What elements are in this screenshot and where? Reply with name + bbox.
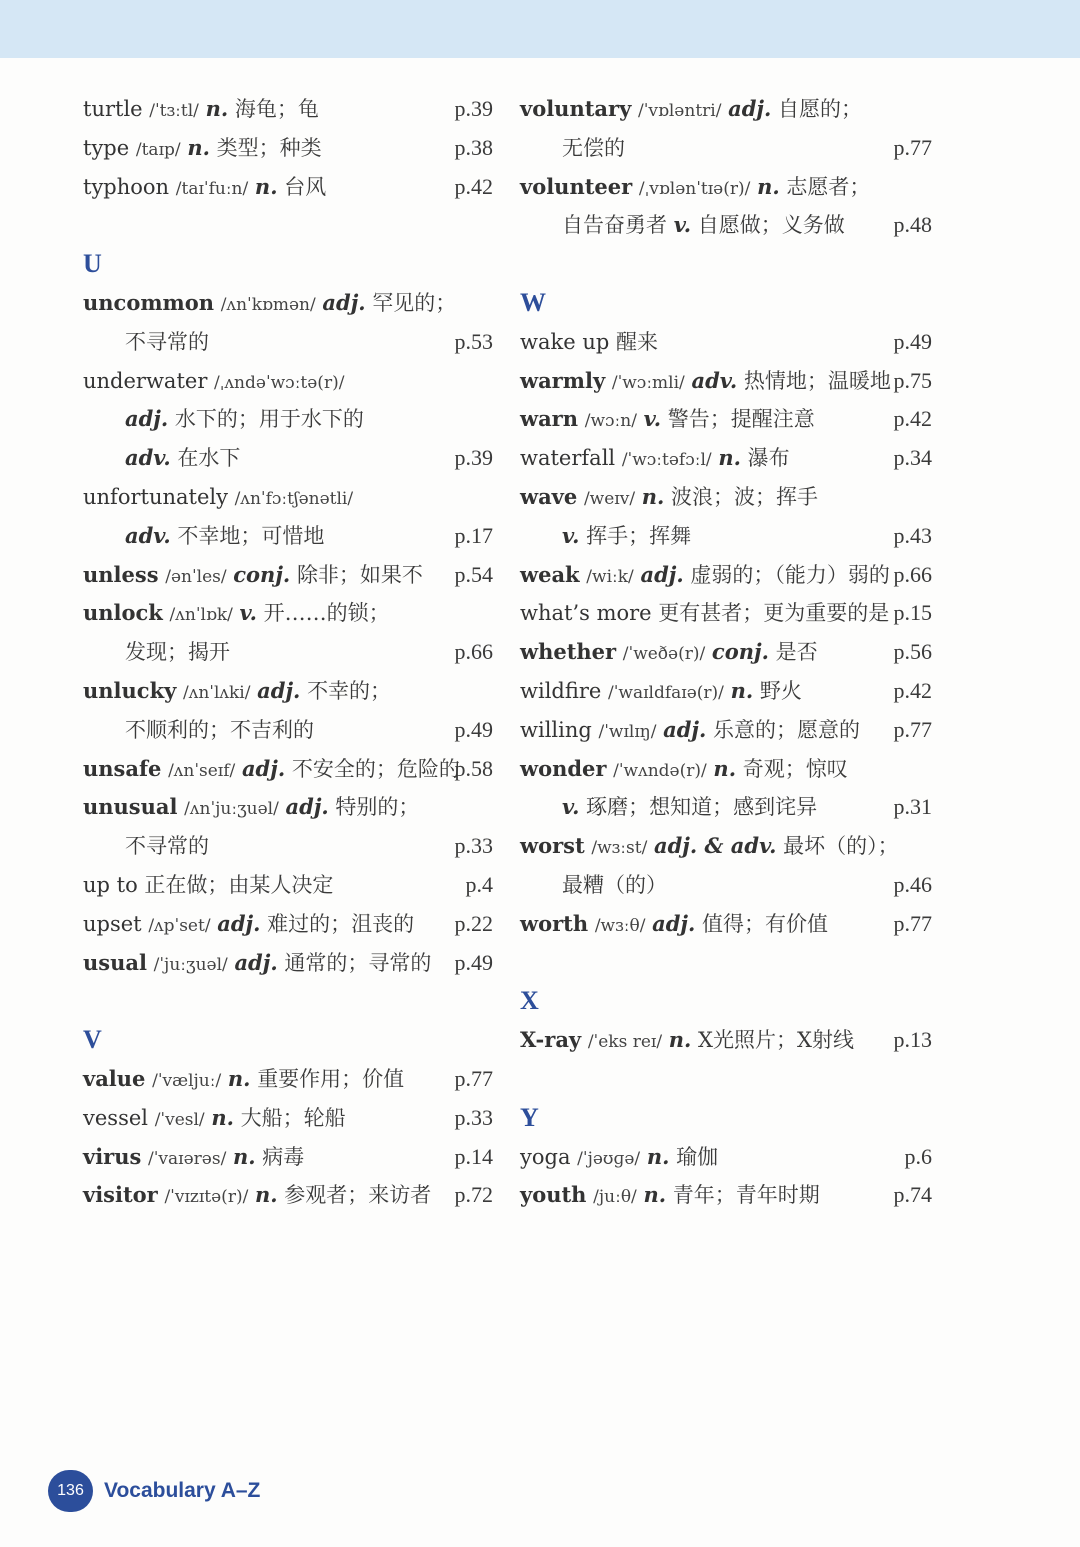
phonetic: /ˈvaɪərəs/ (148, 1148, 227, 1169)
definition: X光照片；X射线 (698, 1028, 854, 1053)
page-reference: p.66 (893, 561, 932, 587)
page-reference: p.13 (893, 1027, 932, 1053)
definition: 不幸的； (307, 678, 392, 703)
definition: 不顺利的；不吉利的 (125, 717, 314, 742)
part-of-speech: adv. (691, 367, 738, 393)
definition: 大船；轮船 (240, 1105, 346, 1130)
entry-continuation (83, 517, 493, 556)
phonetic: /ʌnˈseɪf/ (168, 760, 236, 781)
headword: volunteer (520, 173, 633, 199)
page-reference: p.38 (454, 134, 493, 160)
phonetic: /taɪp/ (135, 139, 181, 160)
definition: 罕见的； (372, 290, 457, 315)
vocab-entry (520, 672, 932, 711)
headword: what’s more (520, 601, 652, 626)
entry-continuation (520, 788, 932, 827)
headword: yoga (520, 1144, 571, 1169)
page-reference: p.49 (893, 328, 932, 354)
part-of-speech: adj. (285, 794, 329, 820)
phonetic: /ˈeks reɪ/ (587, 1032, 663, 1053)
page-reference: p.33 (454, 833, 493, 859)
headword: up to (83, 872, 138, 897)
vocab-entry (83, 556, 493, 595)
headword: uncommon (83, 289, 215, 315)
vocab-entry (520, 594, 932, 633)
section-gap (83, 206, 493, 245)
section-gap (520, 944, 932, 983)
entry-continuation (520, 866, 932, 905)
page-reference: p.53 (454, 328, 493, 354)
part-of-speech: adj. (257, 677, 301, 703)
part-of-speech: n. (187, 134, 210, 160)
page-reference: p.49 (454, 949, 493, 975)
definition: 志愿者； (786, 174, 871, 199)
part-of-speech: n. (646, 1143, 670, 1169)
headword: wildfire (520, 678, 602, 703)
definition: 醒来 (615, 329, 658, 354)
page-reference: p.43 (893, 522, 932, 548)
section-letter-heading: W (520, 287, 546, 317)
vocab-entry (520, 633, 932, 672)
page-reference: p.54 (454, 561, 493, 587)
phonetic: /ˈtɜːtl/ (149, 101, 199, 121)
headword: unusual (83, 794, 178, 820)
vocab-entry (83, 284, 493, 323)
page-reference: p.6 (904, 1143, 932, 1169)
definition: 瑜伽 (676, 1144, 719, 1169)
phonetic: /ʌnˈjuːʒuəl/ (184, 799, 279, 820)
definition: 挥手；挥舞 (586, 523, 692, 548)
entry-continuation (83, 827, 493, 866)
vocab-entry (520, 1176, 932, 1215)
definition: 不寻常的 (125, 329, 209, 354)
entry-continuation (83, 633, 493, 672)
headword: virus (83, 1143, 142, 1169)
headword: underwater (83, 368, 208, 393)
definition: 病毒 (262, 1144, 305, 1169)
definition: 台风 (284, 174, 327, 199)
part-of-speech: adj. (125, 406, 169, 432)
vocab-entry (520, 711, 932, 750)
headword: usual (83, 949, 147, 975)
part-of-speech: n. (757, 173, 780, 199)
definition: 自告奋勇者 (562, 213, 667, 238)
page-reference: p.15 (893, 600, 932, 626)
vocab-entry (83, 672, 493, 711)
headword: visitor (83, 1182, 158, 1208)
definition: 更有甚者；更为重要的是 (658, 601, 890, 626)
vocab-entry (83, 1099, 493, 1138)
vocab-entry (520, 168, 932, 207)
page-reference: p.4 (465, 871, 493, 897)
top-color-band (0, 0, 1080, 58)
phonetic: /ənˈles/ (165, 566, 227, 587)
vocab-entry (520, 400, 932, 439)
part-of-speech: conj. (711, 639, 769, 665)
definition: 瀑布 (747, 446, 790, 471)
phonetic: /taɪˈfuːn/ (175, 178, 249, 199)
definition: 不幸地；可惜地 (177, 523, 325, 548)
part-of-speech: adj. (322, 289, 366, 315)
page-reference: p.34 (893, 445, 932, 471)
vocab-entry (83, 362, 493, 401)
vocab-entry (83, 866, 493, 905)
section-gap (520, 1060, 932, 1099)
definition: 琢磨；想知道；感到诧异 (586, 795, 818, 820)
phonetic: /ˈwɔːtəfɔːl/ (621, 450, 712, 471)
definition: 自愿做；义务做 (697, 213, 845, 238)
headword: unless (83, 561, 159, 587)
part-of-speech: adj. (234, 949, 278, 975)
vocab-entry (520, 439, 932, 478)
vocab-entry (520, 90, 932, 129)
phonetic: /ˈvesl/ (154, 1109, 205, 1130)
headword: vessel (83, 1105, 148, 1130)
phonetic: /ˌvɒlənˈtɪə(r)/ (638, 178, 751, 199)
part-of-speech: n. (211, 1104, 234, 1130)
vocab-entry (83, 1138, 493, 1177)
definition: 波浪；波；挥手 (671, 484, 819, 509)
definition: 开……的锁； (263, 601, 390, 626)
headword: waterfall (520, 446, 616, 471)
headword: X-ray (520, 1027, 582, 1053)
phonetic: /ʌpˈset/ (148, 915, 211, 936)
entry-continuation (520, 206, 932, 245)
page-reference: p.66 (454, 639, 493, 665)
entry-continuation (83, 323, 493, 362)
section-gap (83, 982, 493, 1021)
headword: worth (520, 910, 589, 936)
entry-continuation (83, 711, 493, 750)
phonetic: /ʌnˈfɔːtʃənətli/ (234, 488, 354, 509)
definition: 乐意的；愿意的 (713, 717, 861, 742)
footer-title: Vocabulary A–Z (104, 1479, 261, 1502)
part-of-speech: n. (233, 1143, 256, 1169)
phonetic: /ˈwaɪldfaɪə(r)/ (608, 682, 724, 703)
phonetic: /wɔːn/ (584, 411, 637, 432)
phonetic: /ʌnˈlʌki/ (183, 682, 251, 703)
page-reference: p.77 (893, 910, 932, 936)
page-reference: p.49 (454, 716, 493, 742)
vocab-entry (520, 1021, 932, 1060)
part-of-speech: adv. (125, 445, 171, 471)
definition: 警告；提醒注意 (667, 407, 815, 432)
part-of-speech: adj. (217, 910, 261, 936)
headword: youth (520, 1182, 587, 1208)
headword: value (83, 1065, 146, 1091)
part-of-speech: adj. (652, 910, 696, 936)
phonetic: /ˈvɪzɪtə(r)/ (164, 1187, 249, 1208)
definition: 热情地；温暖地 (743, 368, 891, 393)
part-of-speech: n. (255, 1182, 278, 1208)
part-of-speech: adj. (663, 716, 707, 742)
page-reference: p.56 (893, 639, 932, 665)
page-reference: p.33 (454, 1104, 493, 1130)
phonetic: /ˈweðə(r)/ (622, 644, 706, 665)
section-gap (520, 245, 932, 284)
page-reference: p.77 (893, 134, 932, 160)
headword: weak (520, 561, 580, 587)
headword: type (83, 135, 130, 160)
part-of-speech: adj. & adv. (654, 833, 777, 859)
part-of-speech: n. (730, 677, 754, 703)
part-of-speech: adj. (728, 96, 772, 121)
right-column (520, 90, 932, 1215)
definition: 最糟（的） (562, 872, 667, 897)
phonetic: /wɜːst/ (591, 838, 648, 859)
entry-continuation (520, 129, 932, 168)
page-number-badge: 136 (48, 1470, 93, 1512)
page-reference: p.22 (454, 910, 493, 936)
page-reference: p.75 (893, 367, 932, 393)
page-reference: p.48 (893, 212, 932, 238)
headword: warmly (520, 367, 606, 393)
headword: typhoon (83, 174, 170, 199)
part-of-speech: v. (562, 522, 580, 548)
part-of-speech: n. (641, 483, 665, 509)
vocab-entry (520, 827, 932, 866)
section-letter-heading: X (520, 986, 539, 1016)
vocab-entry (520, 362, 932, 401)
headword: unsafe (83, 755, 162, 781)
definition: 青年；青年时期 (672, 1183, 820, 1208)
definition: 是否 (775, 640, 818, 665)
definition: 奇观；惊叹 (742, 756, 848, 781)
page-reference: p.39 (454, 96, 493, 121)
definition: 在水下 (177, 446, 241, 471)
vocab-entry (83, 594, 493, 633)
vocab-entry (520, 750, 932, 789)
part-of-speech: v. (673, 212, 692, 238)
page-reference: p.58 (454, 755, 493, 781)
page-reference: p.42 (893, 677, 932, 703)
definition: 不安全的；危险的 (291, 756, 460, 781)
definition: 除非；如果不 (296, 562, 423, 587)
phonetic: /weɪv/ (583, 488, 636, 509)
definition: 最坏（的）； (783, 834, 899, 859)
part-of-speech: n. (718, 445, 741, 471)
vocab-entry (83, 1176, 493, 1215)
vocab-entry (520, 1138, 932, 1177)
phonetic: /ˈwʌndə(r)/ (613, 760, 707, 781)
phonetic: /ˈvæljuː/ (152, 1070, 222, 1091)
vocab-entry (83, 905, 493, 944)
page-reference: p.77 (893, 716, 932, 742)
headword: worst (520, 833, 585, 859)
headword: wake up (520, 329, 610, 354)
phonetic: /ˈjuːʒuəl/ (153, 954, 228, 975)
definition: 难过的；沮丧的 (267, 911, 415, 936)
definition: 类型；种类 (216, 135, 322, 160)
vocab-entry (83, 788, 493, 827)
page-footer (48, 1469, 260, 1513)
vocab-entry (520, 556, 932, 595)
phonetic: /wiːk/ (586, 566, 634, 587)
headword: turtle (83, 97, 143, 121)
vocab-entry (83, 90, 493, 129)
part-of-speech: v. (562, 794, 580, 820)
part-of-speech: v. (239, 600, 257, 626)
part-of-speech: n. (254, 173, 278, 199)
page-reference: p.46 (893, 871, 932, 897)
headword: wave (520, 483, 578, 509)
phonetic: /wɜːθ/ (594, 915, 646, 936)
part-of-speech: n. (713, 755, 737, 781)
phonetic: /ˌʌndəˈwɔːtə(r)/ (214, 372, 345, 393)
definition: 通常的；寻常的 (284, 950, 432, 975)
vocab-entry (520, 478, 932, 517)
definition: 重要作用；价值 (257, 1066, 405, 1091)
page-reference: p.14 (454, 1143, 493, 1169)
vocab-entry (83, 129, 493, 168)
page-reference: p.42 (893, 406, 932, 432)
definition: 发现；揭开 (125, 640, 230, 665)
headword: unfortunately (83, 484, 228, 509)
part-of-speech: adj. (241, 755, 286, 781)
definition: 虚弱的；（能力）弱的 (690, 562, 890, 587)
part-of-speech: n. (227, 1065, 251, 1091)
phonetic: /ʌnˈlɒk/ (169, 605, 233, 626)
section-letter-heading: U (83, 249, 102, 279)
page-reference: p.77 (454, 1065, 493, 1091)
definition: 值得；有价值 (702, 911, 829, 936)
headword: unlock (83, 600, 163, 626)
page-reference: p.39 (454, 445, 493, 471)
part-of-speech: n. (205, 96, 229, 121)
entry-continuation (83, 400, 493, 439)
phonetic: /ˈjəʊɡə/ (577, 1148, 641, 1169)
phonetic: /ˈvɒləntri/ (637, 101, 722, 121)
vocab-entry (83, 478, 493, 517)
definition: 参观者；来访者 (284, 1183, 432, 1208)
page-reference: p.17 (454, 522, 493, 548)
section-letter-heading: V (83, 1025, 102, 1055)
definition: 水下的；用于水下的 (174, 407, 364, 432)
left-column (83, 90, 493, 1215)
definition: 特别的； (335, 795, 420, 820)
section-letter-heading: Y (520, 1102, 539, 1132)
page-reference: p.42 (454, 173, 493, 199)
phonetic: /ʌnˈkɒmən/ (220, 294, 316, 315)
headword: voluntary (520, 96, 632, 121)
headword: warn (520, 406, 579, 432)
definition: 正在做；由某人决定 (144, 872, 334, 897)
entry-continuation (520, 517, 932, 556)
phonetic: /ˈwɪlɪŋ/ (598, 721, 657, 742)
page-reference: p.72 (454, 1182, 493, 1208)
page-reference: p.31 (893, 794, 932, 820)
part-of-speech: v. (643, 406, 662, 432)
headword: unlucky (83, 677, 177, 703)
part-of-speech: n. (643, 1182, 667, 1208)
part-of-speech: conj. (233, 561, 291, 587)
headword: wonder (520, 755, 607, 781)
headword: willing (520, 717, 592, 742)
vocab-entry (83, 168, 493, 207)
phonetic: /ˈwɔːmli/ (611, 372, 685, 393)
part-of-speech: adj. (640, 561, 684, 587)
vocab-entry (83, 1060, 493, 1099)
part-of-speech: adv. (125, 522, 171, 548)
page-reference: p.74 (893, 1182, 932, 1208)
definition: 无偿的 (562, 135, 625, 160)
phonetic: /juːθ/ (593, 1187, 637, 1208)
headword: whether (520, 639, 617, 665)
definition: 不寻常的 (125, 834, 209, 859)
vocab-entry (520, 905, 932, 944)
vocab-entry (83, 944, 493, 983)
definition: 野火 (759, 678, 802, 703)
headword: upset (83, 911, 142, 936)
definition: 海龟；龟 (234, 97, 319, 121)
vocab-entry (83, 750, 493, 789)
part-of-speech: n. (668, 1027, 692, 1053)
vocab-entry (520, 323, 932, 362)
entry-continuation (83, 439, 493, 478)
definition: 自愿的； (778, 97, 863, 121)
